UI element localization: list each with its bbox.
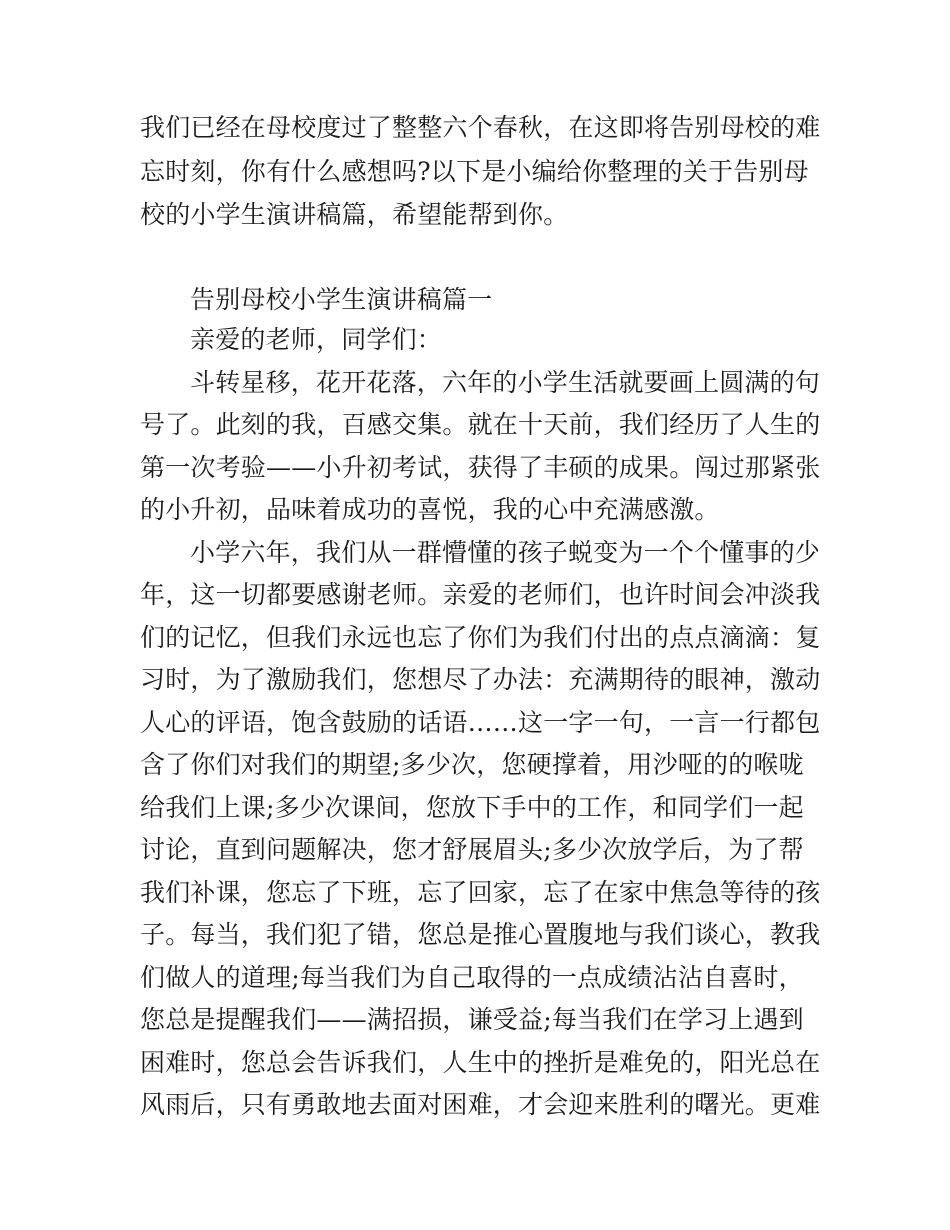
paragraph2-line-1: 小学六年，我们从一群懵懂的孩子蜕变为一个个懂事的少 xyxy=(190,538,820,567)
paragraph1-line-2: 号了。此刻的我，百感交集。就在十天前，我们经历了人生的 xyxy=(140,410,820,439)
paragraph2-line-3: 们的记忆，但我们永远也忘了你们为我们付出的点点滴滴：复 xyxy=(140,623,820,652)
paragraph1-line-1: 斗转星移，花开花落，六年的小学生活就要画上圆满的句 xyxy=(190,368,820,397)
salutation: 亲爱的老师，同学们： xyxy=(190,325,443,354)
paragraph2-line-7: 给我们上课;多少次课间，您放下手中的工作，和同学们一起 xyxy=(140,793,804,822)
paragraph2-line-6: 含了你们对我们的期望;多少次，您硬撑着，用沙哑的的喉咙 xyxy=(140,750,804,779)
intro-line-2: 忘时刻，你有什么感想吗?以下是小编给你整理的关于告别母 xyxy=(140,157,809,186)
paragraph2-line-5: 人心的评语，饱含鼓励的话语……这一字一句，一言一行都包 xyxy=(140,708,820,737)
paragraph2-line-13: 困难时，您总会告诉我们，人生中的挫折是难免的，阳光总在 xyxy=(140,1048,820,1077)
intro-line-1: 我们已经在母校度过了整整六个春秋，在这即将告别母校的难 xyxy=(140,113,820,142)
paragraph1-line-3: 第一次考验——小升初考试，获得了丰硕的成果。闯过那紧张 xyxy=(140,453,820,482)
section-title: 告别母校小学生演讲稿篇一 xyxy=(190,285,493,314)
paragraph2-line-4: 习时，为了激励我们，您想尽了办法：充满期待的眼神，激动 xyxy=(140,665,820,694)
paragraph2-line-8: 讨论，直到问题解决，您才舒展眉头;多少次放学后，为了帮 xyxy=(140,835,804,864)
intro-line-3: 校的小学生演讲稿篇，希望能帮到你。 xyxy=(140,200,569,229)
paragraph2-line-14: 风雨后，只有勇敢地去面对困难，才会迎来胜利的曙光。更难 xyxy=(140,1090,820,1119)
paragraph2-line-11: 们做人的道理;每当我们为自己取得的一点成绩沾沾自喜时， xyxy=(140,963,804,992)
paragraph2-line-10: 子。每当，我们犯了错，您总是推心置腹地与我们谈心，教我 xyxy=(140,920,820,949)
paragraph2-line-2: 年，这一切都要感谢老师。亲爱的老师们，也许时间会冲淡我 xyxy=(140,580,820,609)
paragraph1-line-4: 的小升初，品味着成功的喜悦，我的心中充满感激。 xyxy=(140,495,720,524)
paragraph2-line-12: 您总是提醒我们——满招损，谦受益;每当我们在学习上遇到 xyxy=(140,1005,804,1034)
paragraph2-line-9: 我们补课，您忘了下班，忘了回家，忘了在家中焦急等待的孩 xyxy=(140,878,820,907)
